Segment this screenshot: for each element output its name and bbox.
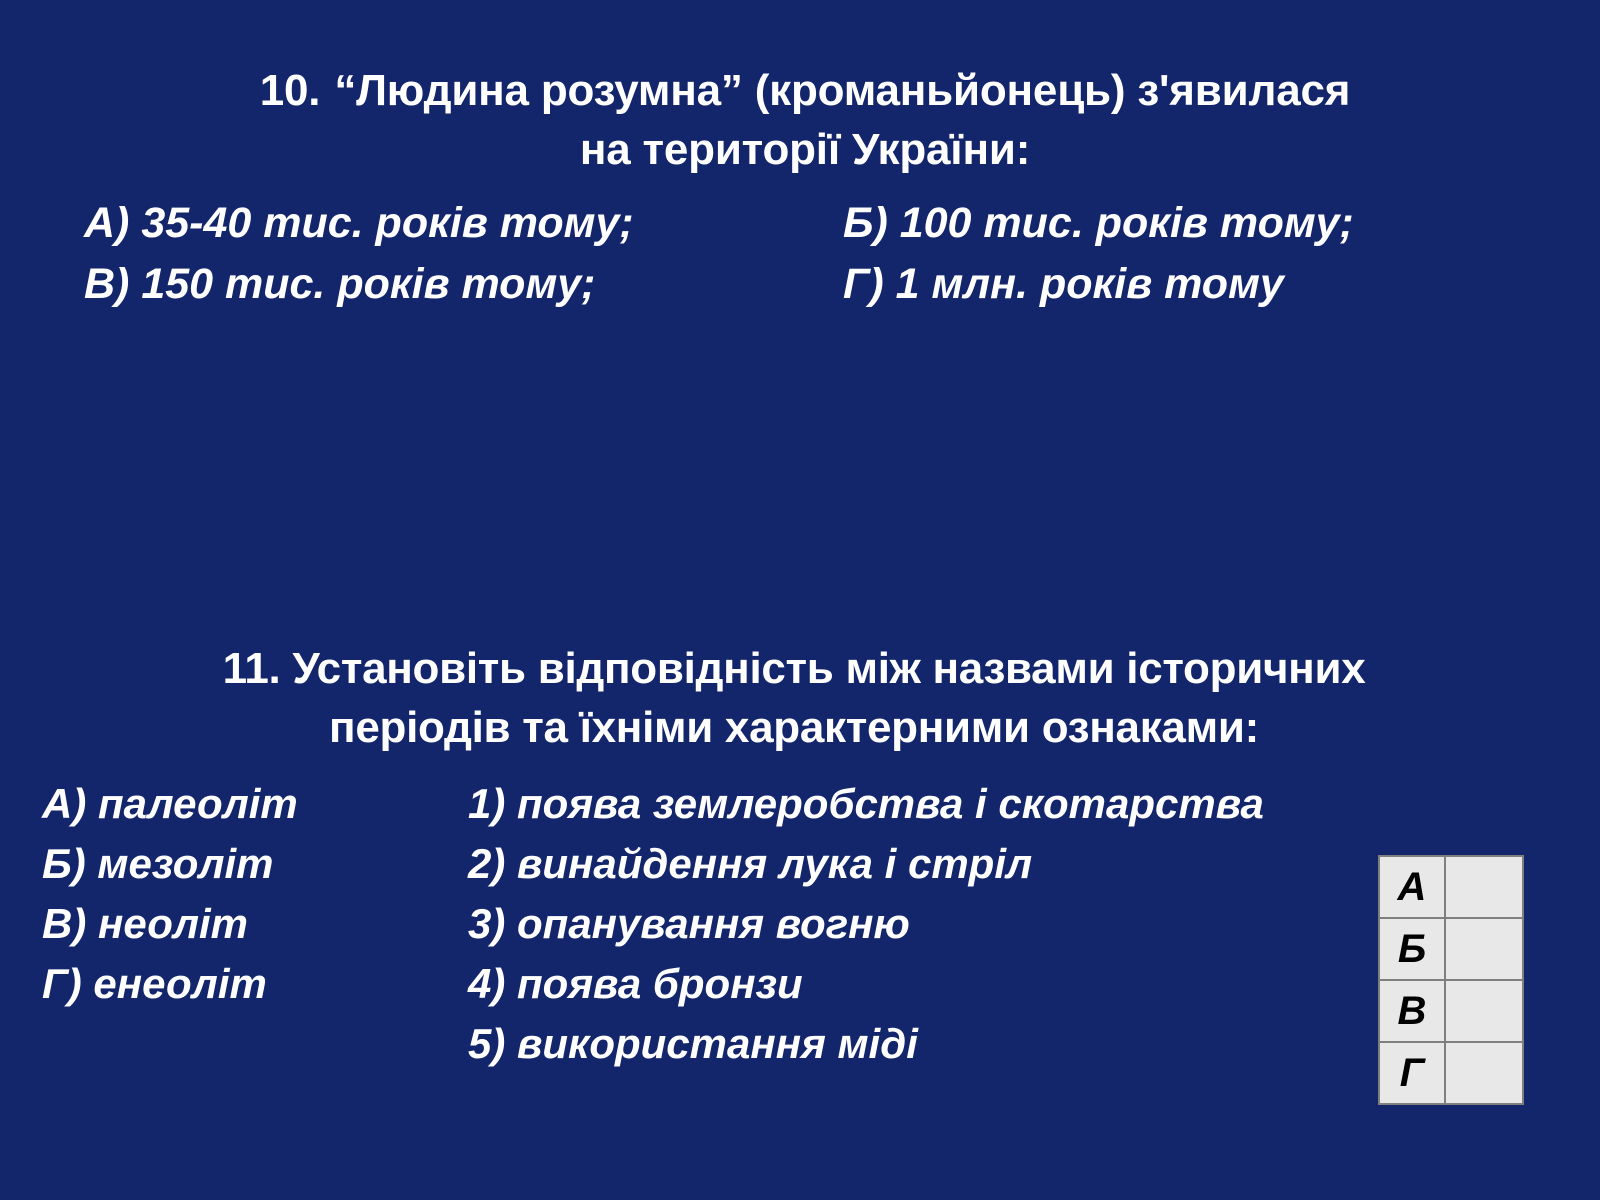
question-11-title-line-2: періодів та їхніми характерними ознаками: [329, 702, 1259, 752]
answer-grid-input-v[interactable] [1445, 980, 1523, 1042]
question-11-title [34, 640, 1554, 758]
answer-grid-row [1379, 856, 1523, 918]
question-11-row-3 [34, 894, 1554, 954]
answer-grid-row [1379, 980, 1523, 1042]
question-10-title [60, 62, 1540, 179]
question-11-row-2 [34, 834, 1554, 894]
question-11-title-line-1: 11. Установіть відповідність між назвами історичних [222, 644, 1366, 693]
answer-grid-input-a[interactable] [1445, 856, 1523, 918]
answer-grid-input-g[interactable] [1445, 1042, 1523, 1104]
question-11-matching-list [34, 774, 1554, 1074]
question-10-block [60, 62, 1540, 315]
answer-grid-letter-g: Г [1379, 1042, 1445, 1104]
question-10-title-line-2: на території України: [579, 124, 1031, 174]
question-10-option-v[interactable]: В) 150 тис. років тому; [84, 260, 596, 309]
question-11-left-g[interactable]: Г) енеоліт [42, 960, 267, 1008]
answer-grid-input-b[interactable] [1445, 918, 1523, 980]
question-10-title-line-1: “Людина розумна” (кроманьйонець) з'явилася [334, 66, 1351, 115]
question-10-option-b[interactable]: Б) 100 тис. років тому; [843, 199, 1354, 248]
question-10-option-g[interactable]: Г) 1 млн. років тому [843, 260, 1284, 309]
question-11-left-a[interactable]: А) палеоліт [42, 779, 298, 827]
question-10-options-row-2 [60, 254, 1540, 315]
question-11-row-5 [34, 1014, 1554, 1074]
answer-grid-letter-v: В [1379, 980, 1445, 1042]
answer-grid-row [1379, 918, 1523, 980]
answer-grid [1378, 855, 1524, 1105]
answer-grid-letter-b: Б [1379, 918, 1445, 980]
question-11-row-4 [34, 954, 1554, 1014]
question-11-left-b[interactable]: Б) мезоліт [42, 839, 274, 887]
answer-grid-letter-a: А [1379, 856, 1445, 918]
question-10-option-a[interactable]: А) 35-40 тис. років тому; [84, 199, 634, 248]
question-10-options [60, 193, 1540, 315]
question-11-block [34, 640, 1554, 1074]
question-11-right-4[interactable]: 4) поява бронзи [468, 960, 803, 1008]
question-11-right-1[interactable]: 1) поява землеробства і скотарства [468, 779, 1264, 827]
question-11-right-3[interactable]: 3) опанування вогню [468, 900, 910, 947]
question-10-options-row-1 [60, 193, 1540, 254]
question-10-number: 10. [259, 66, 321, 115]
question-11-right-5[interactable]: 5) використання міді [468, 1020, 918, 1068]
question-11-left-v[interactable]: В) неоліт [42, 900, 249, 947]
question-11-right-2[interactable]: 2) винайдення лука і стріл [468, 839, 1033, 887]
question-11-row-1 [34, 774, 1554, 834]
answer-grid-row [1379, 1042, 1523, 1104]
